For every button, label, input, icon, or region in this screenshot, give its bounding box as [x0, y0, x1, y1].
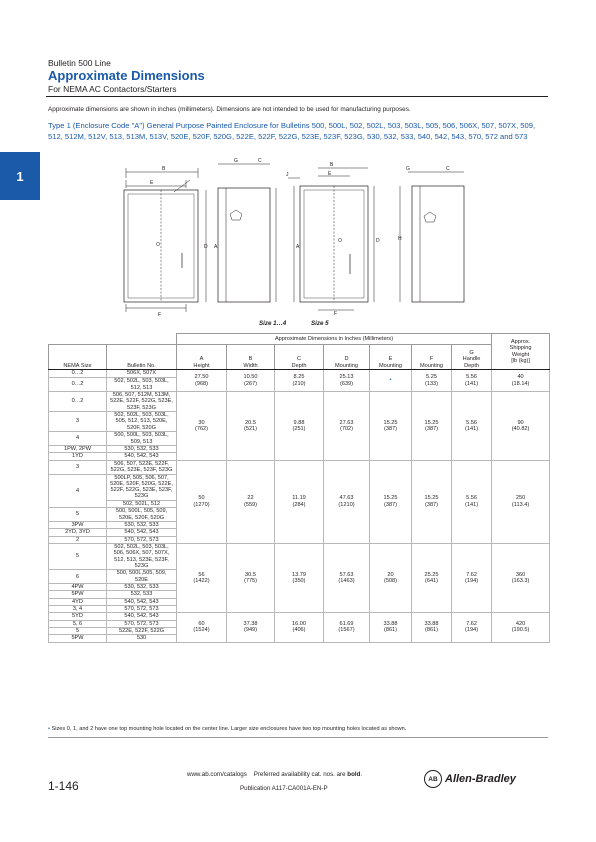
dim-g-cell: 5.56 (141) [452, 460, 492, 543]
dim-d-cell: 47.63 (1210) [324, 460, 370, 543]
nema-size-cell: 3PW [49, 522, 107, 529]
nema-size-cell: 3 [49, 412, 107, 432]
bulletin-cell: 506, 507, 522E, 522F, 522G, 523E, 523F, 523G [107, 460, 177, 474]
front-view-size-5 [288, 168, 374, 310]
dim-d-cell: 25.13 (639) [324, 370, 370, 392]
dim-a-cell: 50 (1270) [177, 460, 227, 543]
bulletin-cell: 522E, 522F, 522G [107, 627, 177, 634]
bulletin-cell: 530, 532, 533 [107, 446, 177, 453]
dim-e-cell: • [370, 370, 412, 392]
dim-g-cell: 7.62 (194) [452, 613, 492, 642]
side-view-size-1-4 [218, 164, 276, 302]
col-b-width: B Width [227, 345, 275, 370]
table-row [49, 613, 550, 620]
dim-d-cell: 57.63 (1463) [324, 543, 370, 612]
table-row [49, 543, 550, 569]
footer-availability: www.ab.com/catalogs Preferred availability cat. nos. are bold. [187, 771, 363, 778]
dim-g-cell: 5.56 (141) [452, 392, 492, 461]
dim-b-cell: 22 (559) [227, 460, 275, 543]
dim-a-cell: 27.50 (968) [177, 370, 227, 392]
dim-b-cell: 10.50 (267) [227, 370, 275, 392]
bulletin-cell: 540, 542, 543 [107, 613, 177, 620]
publication-number: Publication A117-CA001A-EN-P [240, 785, 328, 792]
nema-size-cell: 5PW [49, 591, 107, 598]
dim-b-cell: 20.5 (521) [227, 392, 275, 461]
dim-e-cell: 15.25 (387) [370, 460, 412, 543]
nema-size-cell: 5YD [49, 613, 107, 620]
bulletin-cell: 506X, 507X [107, 370, 177, 378]
bulletin-cell: 530, 532, 533 [107, 584, 177, 591]
dim-letter-g-size5: G [406, 166, 410, 172]
nema-size-cell: 1PW, 2PW [49, 446, 107, 453]
bulletin-cell: 502, 502L, 503, 503L, 506, 506X, 507, 507X, 512, 513, 523E, 523F, 523G [107, 543, 177, 569]
catalog-url[interactable]: www.ab.com/catalogs [187, 771, 247, 778]
dim-f-cell: 33.88 (861) [412, 613, 452, 642]
nema-size-cell: 3, 4 [49, 606, 107, 613]
caption-size-5: Size 5 [311, 320, 329, 327]
nema-size-cell: 4 [49, 432, 107, 446]
bulletin-cell: 570, 572, 573 [107, 620, 177, 627]
dim-letter-g: G [234, 158, 238, 164]
nema-size-cell: 6 [49, 570, 107, 584]
nema-size-cell: 0…2 [49, 392, 107, 412]
nema-size-cell: 0…2 [49, 378, 107, 392]
nema-size-cell: 5, 6 [49, 620, 107, 627]
dim-letter-f-size5: F [334, 311, 338, 317]
dim-letter-d: D [204, 244, 208, 250]
dim-g-cell: 7.62 (194) [452, 543, 492, 612]
dim-f-cell: 25.25 (641) [412, 543, 452, 612]
side-view-size-5 [400, 172, 464, 302]
dim-g-cell: 5.56 (141) [452, 370, 492, 392]
bulletin-cell: 570, 572, 573 [107, 606, 177, 613]
dim-c-cell: 9.88 (251) [275, 392, 324, 461]
bulletin-cell: 532, 533 [107, 591, 177, 598]
nema-size-cell: 4PW [49, 584, 107, 591]
bulletin-cell: 500, 500L, 505, 509, 520E, 520F, 520G [107, 508, 177, 522]
ab-logo-icon: AB [424, 770, 442, 788]
dim-f-cell: 5.25 (133) [412, 370, 452, 392]
col-f-mounting: F Mounting [412, 345, 452, 370]
nema-size-cell: 2YD, 3YD [49, 529, 107, 536]
front-view-size-1-4 [118, 168, 206, 312]
bulletin-cell: 540, 542, 543 [107, 453, 177, 460]
nema-size-cell: 5 [49, 627, 107, 634]
dim-letter-h-size5: H [398, 236, 402, 242]
section-tab: 1 [0, 152, 40, 200]
dim-a-cell: 60 (1524) [177, 613, 227, 642]
nema-size-cell: 4YD [49, 598, 107, 605]
nema-size-cell: 0…2 [49, 370, 107, 378]
footnote-bullet: • [48, 726, 50, 732]
bulletin-cell: 500, 500L, 503, 503L, 509, 513 [107, 432, 177, 446]
col-g-handle-depth: G Handle Depth [452, 345, 492, 370]
dim-c-cell: 11.19 (284) [275, 460, 324, 543]
dim-e-cell: 15.25 (387) [370, 392, 412, 461]
caption-size-1-4: Size 1…4 [259, 320, 287, 327]
dim-letter-d-size5: D [376, 238, 380, 244]
col-c-depth: C Depth [275, 345, 324, 370]
bulletin-line: Bulletin 500 Line [48, 58, 111, 68]
dim-letter-c-size5: C [446, 166, 450, 172]
bulletin-cell: 502, 502L, 503, 503L, 512, 513 [107, 378, 177, 392]
dim-letter-a-size5: A [296, 244, 300, 250]
dim-weight-cell: 250 (113.4) [492, 460, 550, 543]
bulletin-cell: 570, 572, 573 [107, 536, 177, 543]
dim-f-cell: 15.25 (387) [412, 392, 452, 461]
dim-c-cell: 8.25 (210) [275, 370, 324, 392]
bulletin-cell: 530, 532, 533 [107, 522, 177, 529]
dim-letter-c: C [258, 158, 262, 164]
dim-letter-e: E [150, 180, 154, 186]
dim-f-cell: 15.25 (387) [412, 460, 452, 543]
dim-b-cell: 30.5 (775) [227, 543, 275, 612]
col-bulletin: Bulletin No. [107, 345, 177, 370]
dim-weight-cell: 420 (190.5) [492, 613, 550, 642]
bulletin-cell: 540, 542, 543 [107, 529, 177, 536]
nema-size-cell: 5 [49, 543, 107, 569]
dim-letter-f: F [158, 312, 162, 318]
col-nema-size: NEMA Size [49, 345, 107, 370]
dimension-table [48, 333, 550, 643]
dim-c-cell: 13.79 (350) [275, 543, 324, 612]
nema-size-cell: 1YD [49, 453, 107, 460]
nema-size-cell: 5 [49, 508, 107, 522]
dim-letter-e-size5: E [328, 171, 332, 177]
enclosure-dimension-drawing [118, 158, 480, 318]
note-rule [48, 737, 548, 738]
dim-d-cell: 27.63 (702) [324, 392, 370, 461]
table-row [49, 392, 550, 412]
dim-letter-b: B [162, 166, 166, 172]
dim-weight-cell: 360 (163.3) [492, 543, 550, 612]
nema-size-cell: 2 [49, 536, 107, 543]
dim-letter-a: A [214, 244, 218, 250]
dim-letter-b-size5: B [330, 162, 334, 168]
dim-d-cell: 61.69 (1567) [324, 613, 370, 642]
availability-note: Preferred availability cat. nos. are [253, 771, 346, 778]
dim-b-cell: 37.38 (949) [227, 613, 275, 642]
allen-bradley-logo [424, 770, 516, 788]
bulletin-cell: 540, 542, 543 [107, 598, 177, 605]
footnote [48, 726, 406, 732]
dim-e-cell: 20 (508) [370, 543, 412, 612]
intro-text: Approximate dimensions are shown in inches (millimeters). Dimensions are not intended to be used for manufacturing purposes. [48, 106, 411, 113]
col-d-mounting: D Mounting [324, 345, 370, 370]
dim-e-cell: 33.88 (861) [370, 613, 412, 642]
header-rule [46, 96, 548, 97]
bulletin-cell: 500LP, 505, 506, 507, 520E, 520F, 520G, 522E, 522F, 522G, 523E, 523F, 523G [107, 474, 177, 500]
dim-weight-cell: 90 (40.82) [492, 392, 550, 461]
col-e-mounting: E Mounting [370, 345, 412, 370]
dim-a-cell: 30 (762) [177, 392, 227, 461]
page-subtitle: For NEMA AC Contactors/Starters [48, 84, 177, 94]
nema-size-cell: 4 [49, 474, 107, 507]
page-number: 1-146 [48, 779, 79, 793]
bulletin-cell: 530 [107, 635, 177, 642]
dim-letter-j: J [286, 172, 289, 178]
dim-weight-cell: 40 (18.14) [492, 370, 550, 392]
availability-bold: bold [347, 771, 361, 778]
bulletin-cell: 506, 507, 512M, 513M, 522E, 522F, 522G, 523E, 523F, 523G [107, 392, 177, 412]
col-a-height: A Height [177, 345, 227, 370]
footnote-text: Sizes 0, 1, and 2 have one top mounting hole located on the center line. Larger size enclosures have two top mounting holes located as shown. [51, 726, 407, 732]
page-title: Approximate Dimensions [48, 68, 205, 83]
brand-name: Allen-Bradley [445, 773, 516, 785]
bulletin-cell: 500, 500L,505, 509, 520E [107, 570, 177, 584]
dim-c-cell: 16.00 (406) [275, 613, 324, 642]
nema-size-cell: 5PW [49, 635, 107, 642]
nema-size-cell: 3 [49, 460, 107, 474]
enclosure-type-heading: Type 1 (Enclosure Code "A") General Purpose Painted Enclosure for Bulletins 500, 500L, 502, 502L, 503, 503L, 505, 506, 506X, 507, 507X, 509, 512, 512M, 512V, 513, 513M, 513V, 520E, 520F, 520G, 522E, 522F, 522G, 523E, 523F, 523G, 530, 532, 533, 540, 542, 543, 570, 572 and 573 [48, 121, 536, 141]
table-row [49, 370, 550, 378]
table-row [49, 460, 550, 474]
bulletin-cell: 502, 502L, 503, 503L, 505, 512, 513, 520E, 520F, 520G [107, 412, 177, 432]
dimensions-group-header: Approximate Dimensions in Inches (Millimeters) [177, 334, 492, 345]
dim-a-cell: 56 (1422) [177, 543, 227, 612]
bulletin-cell: 502, 502L, 512 [107, 500, 177, 507]
col-weight: Approx. Shipping Weight [lb (kg)] [492, 334, 550, 370]
